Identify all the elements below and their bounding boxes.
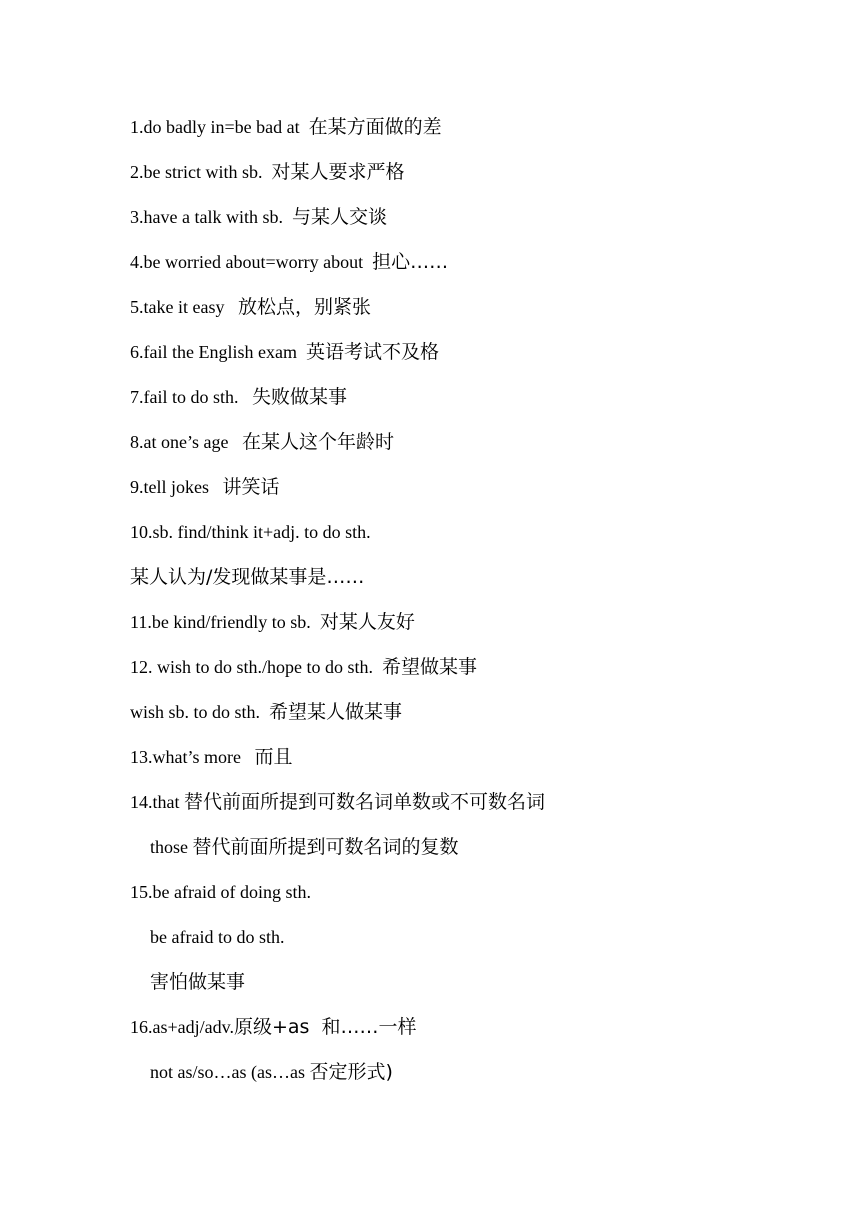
list-item <box>130 695 810 740</box>
phrase-english: 4.be worried about=worry about <box>130 252 373 272</box>
list-item <box>130 335 810 380</box>
phrase-chinese: 希望某人做某事 <box>269 701 403 723</box>
phrase-chinese: 替代前面所提到可数名词的复数 <box>192 836 459 858</box>
list-item <box>130 155 810 200</box>
phrase-chinese: 放松点，别紧张 <box>237 296 371 318</box>
phrase-english: 6.fail the English exam <box>130 342 306 362</box>
list-item <box>130 425 810 470</box>
phrase-english: 10.sb. find/think it+adj. to do sth. <box>130 522 371 542</box>
phrase-english: those <box>150 837 193 857</box>
list-item <box>130 875 810 920</box>
phrase-english: 1.do badly in=be bad at <box>130 117 309 137</box>
phrase-english: wish sb. to do sth. <box>130 702 270 722</box>
list-item <box>130 785 810 830</box>
list-item <box>130 740 810 785</box>
phrase-english: 13.what’s more <box>130 747 255 767</box>
phrase-chinese: 原级+as 和……一样 <box>233 1016 417 1038</box>
phrase-chinese: 对某人友好 <box>319 611 415 633</box>
phrase-chinese: 讲笑话 <box>222 476 280 498</box>
list-item <box>130 965 810 1010</box>
phrase-english: 2.be strict with sb. <box>130 162 272 182</box>
phrase-chinese: 替代前面所提到可数名词单数或不可数名词 <box>184 791 546 813</box>
phrase-chinese: 害怕做某事 <box>150 971 246 993</box>
phrase-chinese: 希望做某事 <box>382 656 478 678</box>
phrase-chinese: 与某人交谈 <box>291 206 387 228</box>
phrase-english: 5.take it easy <box>130 297 238 317</box>
phrase-english: 12. wish to do sth./hope to do sth. <box>130 657 383 677</box>
phrase-english: 8.at one’s age <box>130 432 242 452</box>
phrase-english: 7.fail to do sth. <box>130 387 252 407</box>
phrase-chinese: 在某方面做的差 <box>308 116 442 138</box>
phrase-chinese: 担心…… <box>372 251 449 273</box>
list-item <box>130 650 810 695</box>
list-item <box>130 380 810 425</box>
phrase-chinese: 失败做某事 <box>252 386 348 408</box>
list-item <box>130 110 810 155</box>
phrase-english: 14.that <box>130 792 184 812</box>
phrase-english: 15.be afraid of doing sth. <box>130 882 311 902</box>
phrase-english: not as/so…as (as…as <box>150 1062 310 1082</box>
phrase-english: 9.tell jokes <box>130 477 223 497</box>
phrase-english: 11.be kind/friendly to sb. <box>130 612 320 632</box>
phrase-english: 16.as+adj/adv. <box>130 1017 234 1037</box>
phrase-chinese: 而且 <box>254 746 293 768</box>
phrase-list <box>130 110 810 1100</box>
phrase-english: be afraid to do sth. <box>150 927 285 947</box>
list-item <box>130 200 810 245</box>
list-item <box>130 515 810 560</box>
list-item <box>130 920 810 965</box>
phrase-chinese: 对某人要求严格 <box>271 161 405 183</box>
list-item <box>130 470 810 515</box>
phrase-chinese: 否定形式) <box>309 1061 393 1083</box>
phrase-chinese: 英语考试不及格 <box>305 341 439 363</box>
list-item <box>130 830 810 875</box>
phrase-chinese: 某人认为/发现做某事是…… <box>130 566 365 588</box>
list-item <box>130 605 810 650</box>
phrase-chinese: 在某人这个年龄时 <box>241 431 394 453</box>
list-item <box>130 1010 810 1055</box>
list-item <box>130 560 810 605</box>
list-item <box>130 1055 810 1100</box>
list-item <box>130 245 810 290</box>
list-item <box>130 290 810 335</box>
phrase-english: 3.have a talk with sb. <box>130 207 292 227</box>
